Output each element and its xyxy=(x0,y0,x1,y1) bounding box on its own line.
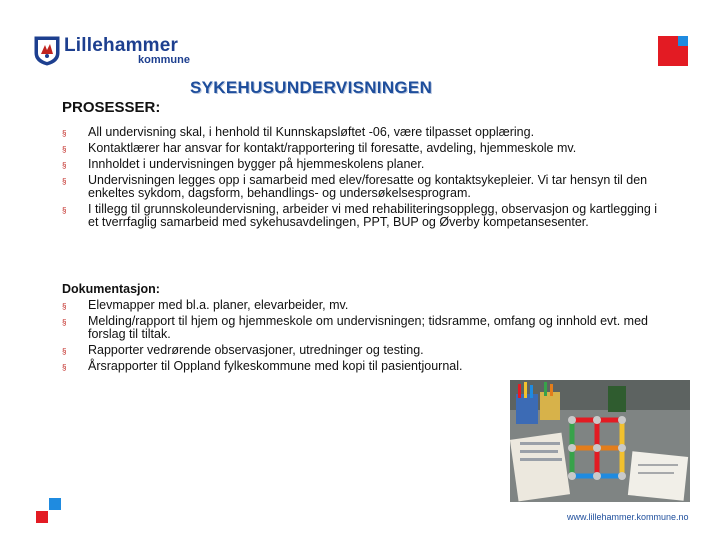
list-item-text: Årsrapporter til Oppland fylkeskommune med kopi til pasientjournal. xyxy=(88,359,463,373)
list-item xyxy=(62,299,662,312)
list-item xyxy=(62,158,662,171)
lillehammer-logo xyxy=(34,34,209,68)
bullet-icon: § xyxy=(62,206,67,215)
list-item xyxy=(62,203,662,229)
list-item xyxy=(62,142,662,155)
classroom-photo-illustration xyxy=(510,380,690,502)
list-item-text: I tillegg til grunnskoleundervisning, arbeider vi med rehabiliteringsopplegg, observasjon og kartlegging i et tverrfaglig samarbeid med sykehusavdelingen, PPT, BUP og Øverby kompetansesenter. xyxy=(88,202,658,229)
logo-name: Lillehammer xyxy=(64,35,179,56)
logo-subtitle: kommune xyxy=(138,54,190,66)
list-item-text: Kontaktlærer har ansvar for kontakt/rapportering til foresatte, avdeling, hjemmeskole mv. xyxy=(88,141,577,155)
decorative-squares-bottom xyxy=(36,498,62,524)
blue-square xyxy=(49,498,61,510)
blue-square xyxy=(678,36,688,46)
list-item-text: Rapporter vedrørende observasjoner, utredninger og testing. xyxy=(88,343,424,357)
list-item-text: Undervisningen legges opp i samarbeid med elev/foresatte og kontaktsykepleier. Vi tar hensyn til den enkeltes sykdom, dagsform, behandlings- og undersøkelsesprogram. xyxy=(88,173,648,200)
list-item-text: Innholdet i undervisningen bygger på hjemmeskolens planer. xyxy=(88,157,425,171)
list-item-text: All undervisning skal, i henhold til Kunnskapsløftet -06, være tilpasset opplæring. xyxy=(88,125,535,139)
list-item xyxy=(62,315,662,341)
list-item-text: Elevmapper med bl.a. planer, elevarbeider, mv. xyxy=(88,298,349,312)
bullet-icon: § xyxy=(62,129,67,138)
bullet-icon: § xyxy=(62,145,67,154)
decorative-squares-top xyxy=(658,36,690,68)
list-item xyxy=(62,360,662,373)
bullet-icon: § xyxy=(62,302,67,311)
red-square xyxy=(36,511,48,523)
list-item xyxy=(62,174,662,200)
section-heading-prosesser: PROSESSER: xyxy=(62,99,161,116)
bullet-icon: § xyxy=(62,318,67,327)
footer-url: www.lillehammer.kommune.no xyxy=(567,512,689,522)
list-item-text: Melding/rapport til hjem og hjemmeskole om undervisningen; tidsramme, omfang og innhold evt. med forslag til tiltak. xyxy=(88,314,649,341)
bullet-icon: § xyxy=(62,347,67,356)
section-heading-dokumentasjon: Dokumentasjon: xyxy=(62,282,160,296)
crest-icon xyxy=(34,36,60,66)
page-title: SYKEHUSUNDERVISNINGEN xyxy=(190,78,433,97)
bullet-icon: § xyxy=(62,363,67,372)
list-item xyxy=(62,344,662,357)
bullet-icon: § xyxy=(62,177,67,186)
prosesser-list xyxy=(62,126,662,232)
list-item xyxy=(62,126,662,139)
bullet-icon: § xyxy=(62,161,67,170)
classroom-photo xyxy=(510,380,690,502)
dokumentasjon-list xyxy=(62,299,662,376)
